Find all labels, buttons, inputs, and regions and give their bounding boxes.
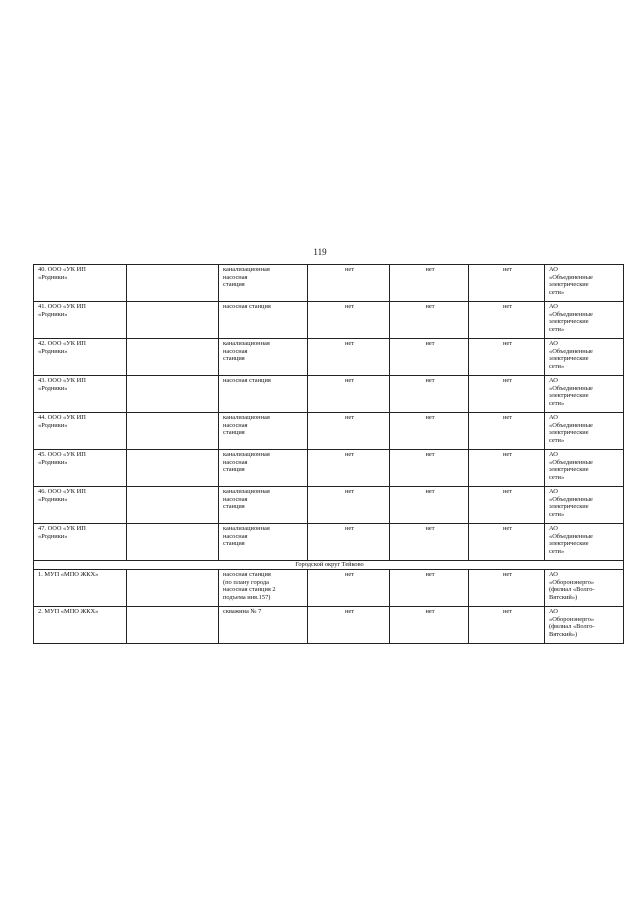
cell-line: 44. ООО «УК ИП: [38, 414, 86, 421]
table-cell: [127, 265, 219, 302]
cell-line: Вятский»): [549, 593, 578, 601]
table-cell: нет: [469, 265, 545, 302]
cell-line: АО: [549, 303, 558, 310]
table-cell: [127, 607, 219, 644]
table-cell: [127, 302, 219, 339]
table-cell: нет: [390, 265, 469, 302]
cell-line: (по плану города: [223, 578, 269, 586]
table-cell: [34, 607, 127, 644]
table-cell: нет: [390, 524, 469, 561]
cell-line: Вятский»): [549, 630, 578, 638]
cell-line: 1. МУП «МПО ЖКХ»: [38, 571, 99, 578]
cell-line: 42. ООО «УК ИП: [38, 340, 86, 347]
cell-line: канализационная: [223, 488, 270, 495]
table-cell: [34, 450, 127, 487]
cell-line: «Объединенные: [549, 532, 593, 540]
cell-line: 46. ООО «УК ИП: [38, 488, 86, 495]
cell-line: насосная станция: [223, 571, 271, 578]
table-cell: нет: [390, 450, 469, 487]
table-cell: [219, 487, 308, 524]
cell-line: сети»: [549, 510, 565, 518]
table-cell: [219, 339, 308, 376]
cell-line: «Родники»: [38, 421, 68, 429]
section-title: Городской округ Тейково: [34, 561, 624, 570]
table-row: [34, 339, 624, 376]
table-cell: [127, 413, 219, 450]
cell-line: насосная: [223, 347, 248, 355]
table-cell: нет: [308, 376, 390, 413]
table-cell: нет: [390, 570, 469, 607]
table-cell: [34, 487, 127, 524]
table-cell: [219, 265, 308, 302]
table-row: [34, 265, 624, 302]
table-cell: нет: [308, 450, 390, 487]
cell-line: АО: [549, 266, 558, 273]
table-row: [34, 570, 624, 607]
cell-line: «Объединенные: [549, 347, 593, 355]
table-row: [34, 302, 624, 339]
table-cell: нет: [308, 524, 390, 561]
table-cell: [545, 524, 624, 561]
cell-line: насосная станция: [223, 377, 271, 384]
table-cell: [219, 413, 308, 450]
cell-line: «Родники»: [38, 384, 68, 392]
cell-line: 2. МУП «МПО ЖКХ»: [38, 608, 99, 615]
cell-line: сети»: [549, 547, 565, 555]
cell-line: сети»: [549, 399, 565, 407]
table-cell: [127, 339, 219, 376]
table-cell: [219, 376, 308, 413]
table-cell: [127, 487, 219, 524]
cell-line: «Родники»: [38, 458, 68, 466]
cell-line: 40. ООО «УК ИП: [38, 266, 86, 273]
cell-line: канализационная: [223, 266, 270, 273]
cell-line: «Объединенные: [549, 458, 593, 466]
cell-line: канализационная: [223, 414, 270, 421]
table-cell: [34, 524, 127, 561]
cell-line: (филиал «Волго-: [549, 623, 595, 631]
cell-line: станция: [223, 429, 245, 437]
cell-line: АО: [549, 414, 558, 421]
cell-line: «Родники»: [38, 273, 68, 281]
cell-line: насосная: [223, 273, 248, 281]
cell-line: насосная: [223, 421, 248, 429]
cell-line: электрические: [549, 281, 589, 289]
cell-line: «Объединенные: [549, 384, 593, 392]
cell-line: скважина № 7: [223, 608, 262, 615]
table-cell: нет: [308, 487, 390, 524]
cell-line: «Родники»: [38, 532, 68, 540]
cell-line: сети»: [549, 288, 565, 296]
cell-line: «Объединенные: [549, 495, 593, 503]
cell-line: насосная станция: [223, 303, 271, 310]
facilities-table: [33, 264, 624, 644]
table-cell: [545, 607, 624, 644]
cell-line: насосная: [223, 458, 248, 466]
table-cell: [545, 376, 624, 413]
table-cell: [545, 339, 624, 376]
cell-line: электрические: [549, 540, 589, 548]
cell-line: «Объединенные: [549, 273, 593, 281]
table-cell: [127, 450, 219, 487]
table-cell: нет: [469, 413, 545, 450]
cell-line: подъема инв.157): [223, 593, 271, 601]
cell-line: электрические: [549, 466, 589, 474]
table-cell: [34, 570, 127, 607]
table-cell: нет: [469, 524, 545, 561]
cell-line: (филиал «Волго-: [549, 586, 595, 594]
table-cell: нет: [469, 607, 545, 644]
table-cell: нет: [308, 607, 390, 644]
table-cell: нет: [308, 413, 390, 450]
table-cell: нет: [390, 302, 469, 339]
table-row: [34, 413, 624, 450]
cell-line: «Оборонэнерго»: [549, 578, 595, 586]
table-row: [34, 487, 624, 524]
cell-line: электрические: [549, 392, 589, 400]
cell-line: АО: [549, 451, 558, 458]
cell-line: сети»: [549, 325, 565, 333]
cell-line: канализационная: [223, 451, 270, 458]
cell-line: электрические: [549, 355, 589, 363]
table-cell: [219, 302, 308, 339]
table-row: [34, 376, 624, 413]
table-cell: [127, 524, 219, 561]
table-cell: нет: [390, 376, 469, 413]
cell-line: «Оборонэнерго»: [549, 615, 595, 623]
table-cell: нет: [308, 265, 390, 302]
cell-line: станция: [223, 540, 245, 548]
table-cell: [34, 265, 127, 302]
cell-line: сети»: [549, 362, 565, 370]
cell-line: станция: [223, 355, 245, 363]
table-cell: [219, 607, 308, 644]
table-cell: нет: [469, 376, 545, 413]
cell-line: электрические: [549, 318, 589, 326]
table-cell: нет: [469, 450, 545, 487]
table-cell: нет: [308, 570, 390, 607]
table-row: [34, 450, 624, 487]
cell-line: станция: [223, 281, 245, 289]
cell-line: канализационная: [223, 340, 270, 347]
cell-line: АО: [549, 525, 558, 532]
table-cell: [545, 570, 624, 607]
cell-line: 43. ООО «УК ИП: [38, 377, 86, 384]
table-cell: нет: [469, 339, 545, 376]
cell-line: электрические: [549, 503, 589, 511]
table-row: [34, 607, 624, 644]
cell-line: АО: [549, 608, 558, 615]
cell-line: 45. ООО «УК ИП: [38, 451, 86, 458]
cell-line: АО: [549, 571, 558, 578]
cell-line: «Объединенные: [549, 421, 593, 429]
table-body: [34, 265, 624, 644]
cell-line: 47. ООО «УК ИП: [38, 525, 86, 532]
cell-line: насосная: [223, 532, 248, 540]
cell-line: «Объединенные: [549, 310, 593, 318]
table-cell: нет: [469, 570, 545, 607]
table-cell: нет: [390, 607, 469, 644]
table-cell: [545, 265, 624, 302]
table-cell: [545, 450, 624, 487]
table-cell: [545, 487, 624, 524]
cell-line: насосная: [223, 495, 248, 503]
section-header-row: [34, 561, 624, 570]
table-cell: [219, 450, 308, 487]
table-cell: нет: [390, 487, 469, 524]
table-row: [34, 524, 624, 561]
table-cell: [127, 376, 219, 413]
cell-line: станция: [223, 503, 245, 511]
table-cell: [219, 570, 308, 607]
cell-line: канализационная: [223, 525, 270, 532]
table-cell: нет: [308, 302, 390, 339]
cell-line: станция: [223, 466, 245, 474]
cell-line: «Родники»: [38, 310, 68, 318]
table-cell: [34, 413, 127, 450]
cell-line: 41. ООО «УК ИП: [38, 303, 86, 310]
cell-line: насосная станция 2: [223, 586, 276, 594]
table-cell: нет: [390, 339, 469, 376]
table-cell: нет: [469, 487, 545, 524]
cell-line: электрические: [549, 429, 589, 437]
table-cell: [219, 524, 308, 561]
table-cell: [34, 376, 127, 413]
cell-line: АО: [549, 340, 558, 347]
cell-line: АО: [549, 377, 558, 384]
cell-line: «Родники»: [38, 495, 68, 503]
cell-line: АО: [549, 488, 558, 495]
cell-line: сети»: [549, 473, 565, 481]
table-cell: [545, 302, 624, 339]
table-cell: нет: [469, 302, 545, 339]
table-cell: [34, 302, 127, 339]
table-cell: нет: [390, 413, 469, 450]
table-cell: [34, 339, 127, 376]
table-cell: [127, 570, 219, 607]
cell-line: сети»: [549, 436, 565, 444]
cell-line: «Родники»: [38, 347, 68, 355]
table-cell: нет: [308, 339, 390, 376]
page-number: 119: [313, 247, 327, 257]
table-cell: [545, 413, 624, 450]
